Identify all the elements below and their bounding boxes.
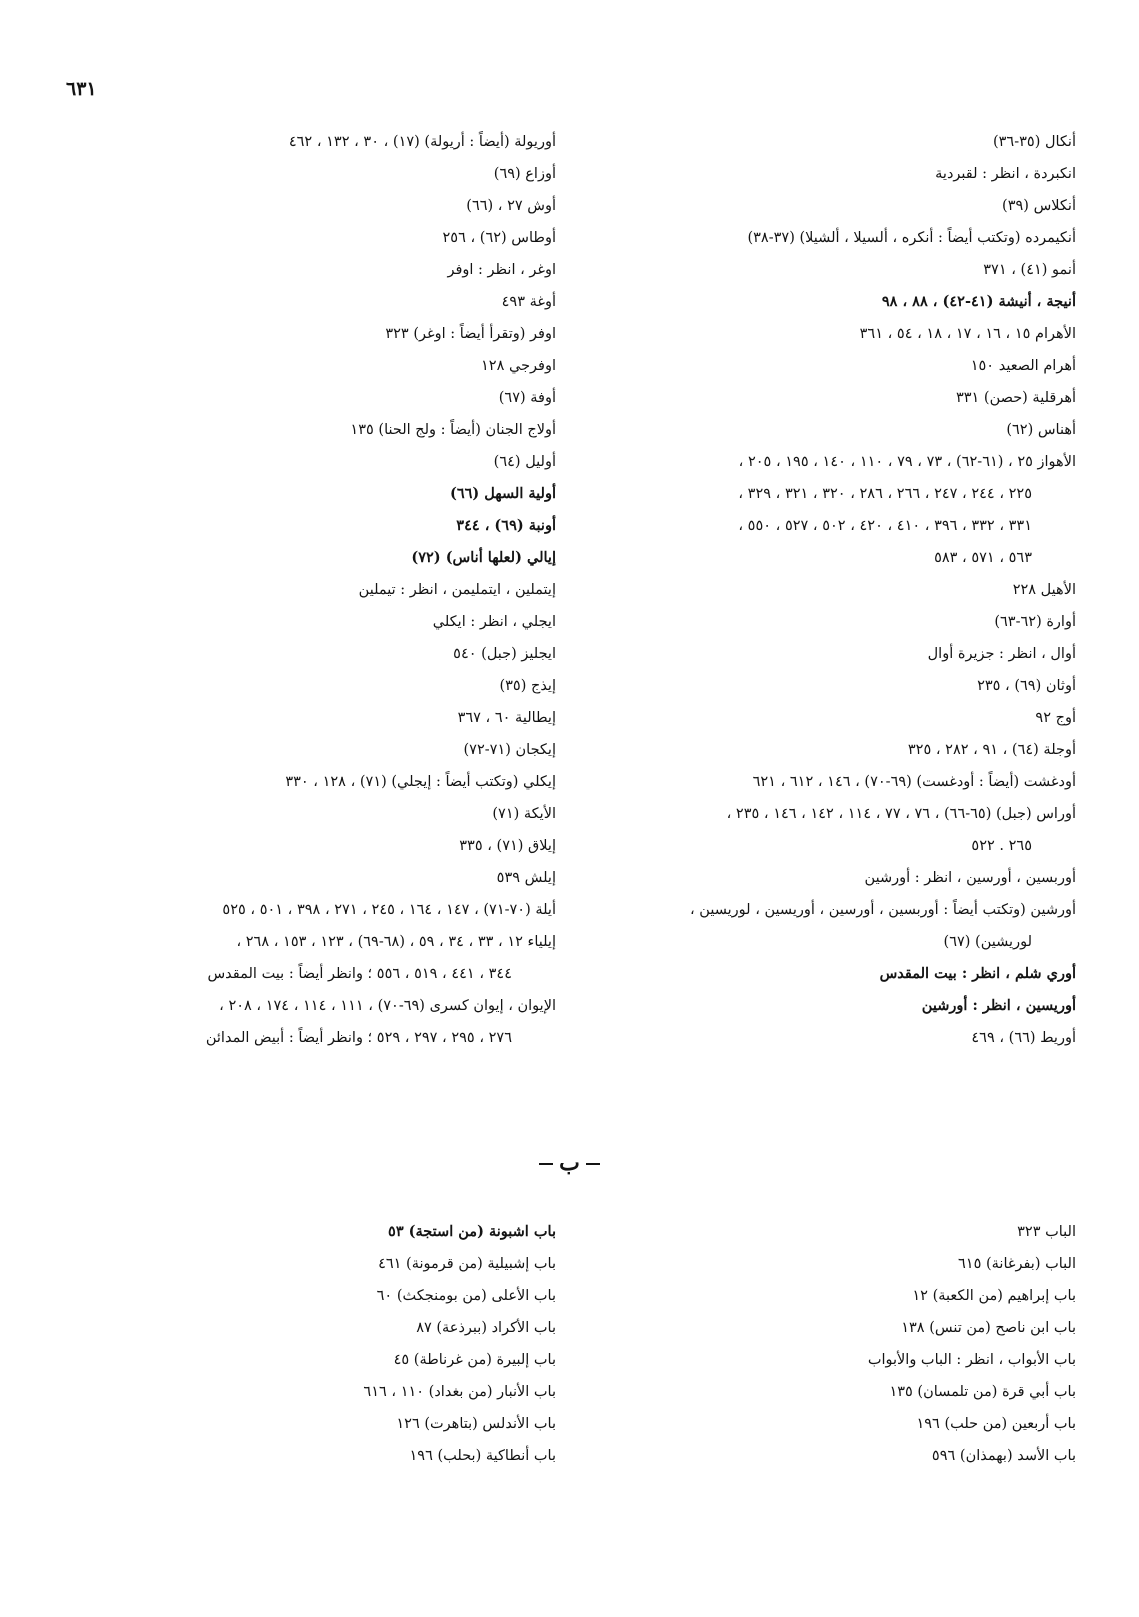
index-entry: ايجليز (جبل) ٥٤٠ bbox=[453, 646, 556, 662]
index-entry: اوغر ، انظر : اوفر bbox=[447, 262, 556, 278]
index-entry: أيلة (٧٠-٧١) ، ١٤٧ ، ١٦٤ ، ٢٤٥ ، ٢٧١ ، ٣٩٨ ، ٥٠١ ، ٥٢٥ bbox=[222, 902, 556, 918]
index-entry: أوغة ٤٩٣ bbox=[501, 294, 556, 310]
index-entry: لوريشين) (٦٧) bbox=[943, 934, 1032, 950]
index-entry: أودغشت (أيضاً : أودغست) (٦٩-٧٠) ، ١٤٦ ، ٦١٢ ، ٦٢١ bbox=[752, 774, 1076, 790]
index-entry: ٣٤٤ ، ٤٤١ ، ٥١٩ ، ٥٥٦ ؛ وانظر أيضاً : بيت المقدس bbox=[207, 966, 512, 982]
index-entry: أولية السهل (٦٦) bbox=[449, 485, 556, 502]
index-entry: باب أنطاكية (بحلب) ١٩٦ bbox=[409, 1448, 556, 1464]
index-entry: أوال ، انظر : جزيرة أوال bbox=[927, 646, 1076, 662]
index-entry: أوريولة (أيضاً : أريولة) (١٧) ، ٣٠ ، ١٣٢ ، ٤٦٢ bbox=[288, 134, 556, 150]
index-entry: أنكيمرده (وتكتب أيضاً : أنكره ، ألسيلا ، ألشيلا) (٣٧-٣٨) bbox=[747, 230, 1076, 246]
index-column-right-section-b bbox=[656, 1216, 1076, 1472]
index-entry: باب أبي قرة (من تلمسان) ١٣٥ bbox=[889, 1384, 1076, 1400]
index-entry: أهرام الصعيد ١٥٠ bbox=[970, 358, 1076, 374]
index-entry: إيكجان (٧١-٧٢) bbox=[463, 742, 556, 758]
index-entry: أنيجة ، أنيشة (٤١-٤٢) ، ٨٨ ، ٩٨ bbox=[881, 293, 1076, 310]
index-entry: أوطاس (٦٢) ، ٢٥٦ bbox=[442, 230, 556, 246]
index-entry: ٢٦٥ . ٥٢٢ bbox=[971, 838, 1032, 854]
index-column-left-section-b bbox=[136, 1216, 556, 1472]
index-entry: باب الأندلس (بتاهرت) ١٢٦ bbox=[396, 1416, 556, 1432]
index-entry: أنكلاس (٣٩) bbox=[1002, 198, 1076, 214]
index-entry: إيكلي (وتكتب أيضاً : إيجلي) (٧١) ، ١٢٨ ، ٣٣٠ bbox=[285, 774, 556, 790]
index-entry: أنمو (٤١) ، ٣٧١ bbox=[983, 262, 1076, 278]
index-entry: أورشين (وتكتب أيضاً : أوربسين ، أورسين ، أوريسين ، لوريسين ، bbox=[690, 902, 1076, 918]
index-entry: أوليل (٦٤) bbox=[493, 454, 556, 470]
index-entry: باب ابن ناصح (من تنس) ١٣٨ bbox=[901, 1320, 1076, 1336]
index-entry: الأيكة (٧١) bbox=[492, 806, 556, 822]
index-column-left bbox=[56, 126, 556, 1054]
index-entry: إيتملين ، ايتمليمن ، انظر : تيملين bbox=[358, 582, 556, 598]
index-entry: أوش ٢٧ ، (٦٦) bbox=[466, 198, 556, 214]
index-entry: إيلش ٥٣٩ bbox=[496, 870, 556, 886]
index-entry: باب إبراهيم (من الكعبة) ١٢ bbox=[912, 1288, 1076, 1304]
index-entry: أولاج الجنان (أيضاً : ولج الحنا) ١٣٥ bbox=[350, 422, 556, 438]
heading-dash bbox=[586, 1163, 600, 1165]
index-entry: باب إلبيرة (من غرناطة) ٤٥ bbox=[393, 1352, 556, 1368]
index-entry: باب أربعين (من حلب) ١٩٦ bbox=[916, 1416, 1076, 1432]
index-entry: أوفة (٦٧) bbox=[498, 390, 556, 406]
index-entry: الأهيل ٢٢٨ bbox=[1012, 582, 1076, 598]
index-entry: ٣٣١ ، ٣٣٢ ، ٣٩٦ ، ٤١٠ ، ٤٢٠ ، ٥٠٢ ، ٥٢٧ ، ٥٥٠ ، bbox=[738, 518, 1032, 534]
index-entry: إيلياء ١٢ ، ٣٣ ، ٣٤ ، ٥٩ ، (٦٨-٦٩) ، ١٢٣ ، ١٥٣ ، ٢٦٨ ، bbox=[236, 934, 556, 950]
index-entry: الإيوان ، إيوان كسرى (٦٩-٧٠) ، ١١١ ، ١١٤ ، ١٧٤ ، ٢٠٨ ، bbox=[219, 998, 556, 1014]
index-entry: أوارة (٦٢-٦٣) bbox=[994, 614, 1076, 630]
index-entry: أوريط (٦٦) ، ٤٦٩ bbox=[971, 1030, 1076, 1046]
index-entry: إيالي (لعلها أناس) (٧٢) bbox=[411, 549, 556, 566]
section-heading bbox=[0, 1150, 1139, 1176]
index-entry: باب الأعلى (من بومنجكث) ٦٠ bbox=[376, 1288, 556, 1304]
index-entry: ايجلي ، انظر : ايكلي bbox=[432, 614, 556, 630]
index-entry: ٥٦٣ ، ٥٧١ ، ٥٨٣ bbox=[934, 550, 1032, 566]
index-entry: باب الأسد (بهمذان) ٥٩٦ bbox=[931, 1448, 1076, 1464]
index-entry: أنكال (٣٥-٣٦) bbox=[992, 134, 1076, 150]
index-entry: اوفر (وتقرأ أيضاً : اوغر) ٣٢٣ bbox=[385, 326, 556, 342]
index-entry: الأهرام ١٥ ، ١٦ ، ١٧ ، ١٨ ، ٥٤ ، ٣٦١ bbox=[859, 326, 1076, 342]
index-entry: باب الأكراد (ببرذعة) ٨٧ bbox=[416, 1320, 556, 1336]
index-entry: إيذج (٣٥) bbox=[499, 678, 556, 694]
index-entry: اوفرجي ١٢٨ bbox=[481, 358, 556, 374]
index-entry: أوريسين ، انظر : أورشين bbox=[921, 997, 1076, 1014]
index-entry: أوراس (جبل) (٦٥-٦٦) ، ٧٦ ، ٧٧ ، ١١٤ ، ١٤٢ ، ١٤٦ ، ٢٣٥ ، bbox=[726, 806, 1076, 822]
index-entry: ٢٧٦ ، ٢٩٥ ، ٢٩٧ ، ٥٢٩ ؛ وانظر أيضاً : أبيض المدائن bbox=[205, 1030, 512, 1046]
index-entry: إيلاق (٧١) ، ٣٣٥ bbox=[459, 838, 556, 854]
index-entry: أونبة (٦٩) ، ٣٤٤ bbox=[456, 517, 556, 534]
heading-dash bbox=[539, 1163, 553, 1165]
index-entry: أهناس (٦٢) bbox=[1006, 422, 1076, 438]
index-entry: باب الأنبار (من بغداد) ١١٠ ، ٦١٦ bbox=[363, 1384, 556, 1400]
index-entry: ٢٢٥ ، ٢٤٤ ، ٢٤٧ ، ٢٦٦ ، ٢٨٦ ، ٣٢٠ ، ٣٢١ ، ٣٢٩ ، bbox=[738, 486, 1032, 502]
page-number: ٦٣١ bbox=[66, 78, 97, 100]
index-entry: باب اشبونة (من استجة) ٥٣ bbox=[388, 1223, 556, 1240]
index-entry: أوري شلم ، انظر : بيت المقدس bbox=[879, 965, 1076, 982]
section-letter: ب bbox=[559, 1150, 580, 1176]
index-entry: أوزاع (٦٩) bbox=[493, 166, 556, 182]
index-entry: الباب ٣٢٣ bbox=[1017, 1224, 1076, 1240]
index-entry: أوثان (٦٩) ، ٢٣٥ bbox=[977, 678, 1076, 694]
index-entry: انكبردة ، انظر : لقبردية bbox=[935, 166, 1076, 182]
index-entry: باب الأبواب ، انظر : الباب والأبواب bbox=[867, 1352, 1076, 1368]
index-column-right bbox=[556, 126, 1076, 1054]
index-entry: الباب (بفرغانة) ٦١٥ bbox=[958, 1256, 1076, 1272]
index-entry: أهرقلية (حصن) ٣٣١ bbox=[955, 390, 1076, 406]
index-entry: أوربسين ، أورسين ، انظر : أورشين bbox=[864, 870, 1076, 886]
index-entry: باب إشبيلية (من قرمونة) ٤٦١ bbox=[378, 1256, 556, 1272]
index-entry: أوج ٩٢ bbox=[1035, 710, 1076, 726]
index-entry: الأهواز ٢٥ ، (٦١-٦٢) ، ٧٣ ، ٧٩ ، ١١٠ ، ١٤٠ ، ١٩٥ ، ٢٠٥ ، bbox=[738, 454, 1076, 470]
index-entry: أوجلة (٦٤) ، ٩١ ، ٢٨٢ ، ٣٢٥ bbox=[907, 742, 1076, 758]
index-entry: إيطالية ٦٠ ، ٣٦٧ bbox=[457, 710, 556, 726]
